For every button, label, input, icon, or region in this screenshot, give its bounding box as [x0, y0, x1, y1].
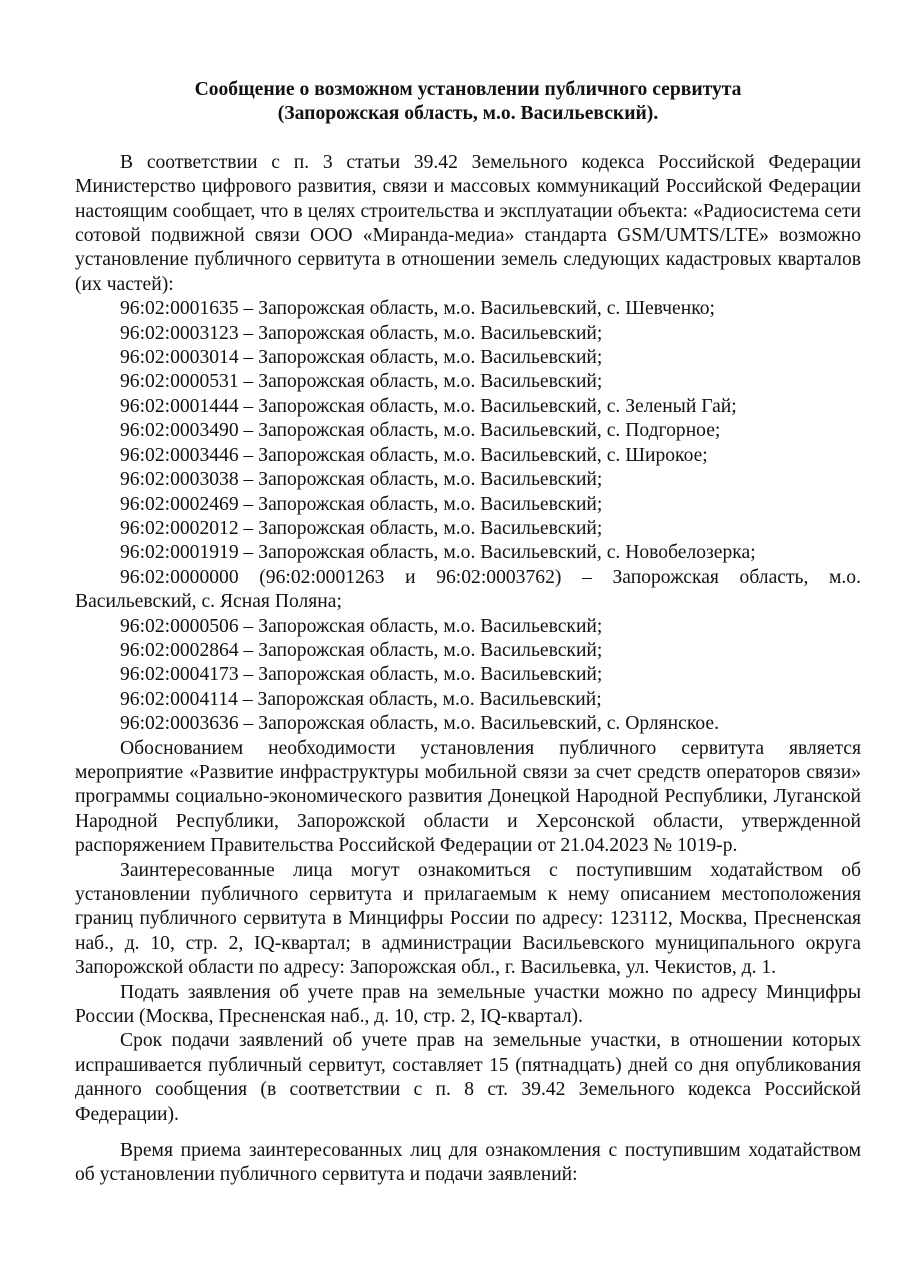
list-item: 96:02:0003123 – Запорожская область, м.о. Васильевский; — [120, 322, 603, 344]
list-item: 96:02:0000531 – Запорожская область, м.о. Васильевский; — [120, 371, 603, 393]
cadastral-quarters-list — [75, 297, 861, 736]
list-item: 96:02:0003446 – Запорожская область, м.о. Васильевский, с. Широкое; — [120, 444, 708, 466]
list-item: 96:02:0001919 – Запорожская область, м.о. Васильевский, с. Новобелозерка; — [120, 542, 756, 564]
list-item: 96:02:0004114 – Запорожская область, м.о. Васильевский; — [120, 688, 602, 710]
list-item: 96:02:0003014 – Запорожская область, м.о. Васильевский; — [120, 347, 603, 369]
title-line-2: (Запорожская область, м.о. Васильевский). — [277, 103, 659, 125]
review-paragraph: Заинтересованные лица могут ознакомиться с поступившим ходатайством об установлении публичного сервитута и прилагаемым к нему описанием местоположения границ публичного сервитута в Минцифры России по адресу: 123112, Москва, Пресненская наб., д. 10, стр. 2, IQ-квартал; в администрации Васильевского муниципального округа Запорожской области по адресу: Запорожская обл., г. Васильевка, ул. Чекистов, д. 1. — [75, 859, 861, 979]
list-item: 96:02:0004173 – Запорожская область, м.о. Васильевский; — [120, 664, 603, 686]
list-item: 96:02:0001635 – Запорожская область, м.о. Васильевский, с. Шевченко; — [120, 298, 715, 320]
list-item: 96:02:0003038 – Запорожская область, м.о. Васильевский; — [120, 469, 603, 491]
title-line-1: Сообщение о возможном установлении публичного сервитута — [194, 79, 742, 100]
list-item: 96:02:0000506 – Запорожская область, м.о. Васильевский; — [120, 615, 603, 637]
list-item: 96:02:0003636 – Запорожская область, м.о. Васильевский, с. Орлянское. — [120, 713, 720, 735]
intro-paragraph: В соответствии с п. 3 статьи 39.42 Земельного кодекса Российской Федерации Министерство цифрового развития, связи и массовых коммуникаций Российской Федерации настоящим сообщает, что в целях строительства и эксплуатации объекта: «Радиосистема сети сотовой подвижной связи ООО «Миранда-медиа» стандарта GSM/UMTS/LTE» возможно установление публичного сервитута в отношении земель следующих кадастровых кварталов (их частей): — [75, 151, 861, 295]
list-item: 96:02:0002469 – Запорожская область, м.о. Васильевский; — [120, 493, 603, 515]
reception-paragraph: Время приема заинтересованных лиц для ознакомления с поступившим ходатайством об установлении публичного сервитута и подачи заявлений: — [75, 1140, 861, 1186]
list-item: 96:02:0002864 – Запорожская область, м.о. Васильевский; — [120, 639, 603, 661]
deadline-paragraph: Срок подачи заявлений об учете прав на земельные участки, в отношении которых испрашивается публичный сервитут, составляет 15 (пятнадцать) дней со дня опубликования данного сообщения (в соответствии с п. 8 ст. 39.42 Земельного кодекса Российской Федерации). — [75, 1030, 861, 1125]
list-item: 96:02:0003490 – Запорожская область, м.о. Васильевский, с. Подгорное; — [120, 420, 721, 442]
list-item: 96:02:0002012 – Запорожская область, м.о. Васильевский; — [120, 517, 603, 539]
applications-paragraph: Подать заявления об учете прав на земельные участки можно по адресу Минцифры России (Москва, Пресненская наб., д. 10, стр. 2, IQ-квартал). — [75, 981, 861, 1028]
document-page — [75, 78, 861, 1188]
document-title — [75, 78, 861, 127]
list-item: 96:02:0001444 – Запорожская область, м.о. Васильевский, с. Зеленый Гай; — [120, 395, 737, 417]
list-item: 96:02:0000000 (96:02:0001263 и 96:02:0003762) – Запорожская область, м.о. Васильевский, с. Ясная Поляна; — [75, 566, 861, 613]
justification-paragraph: Обоснованием необходимости установления публичного сервитута является мероприятие «Развитие инфраструктуры мобильной связи за счет средств операторов связи» программы социально-экономического развития Донецкой Народной Республики, Луганской Народной Республики, Запорожской области и Херсонской области, утвержденной распоряжением Правительства Российской Федерации от 21.04.2023 № 1019-р. — [75, 737, 861, 857]
